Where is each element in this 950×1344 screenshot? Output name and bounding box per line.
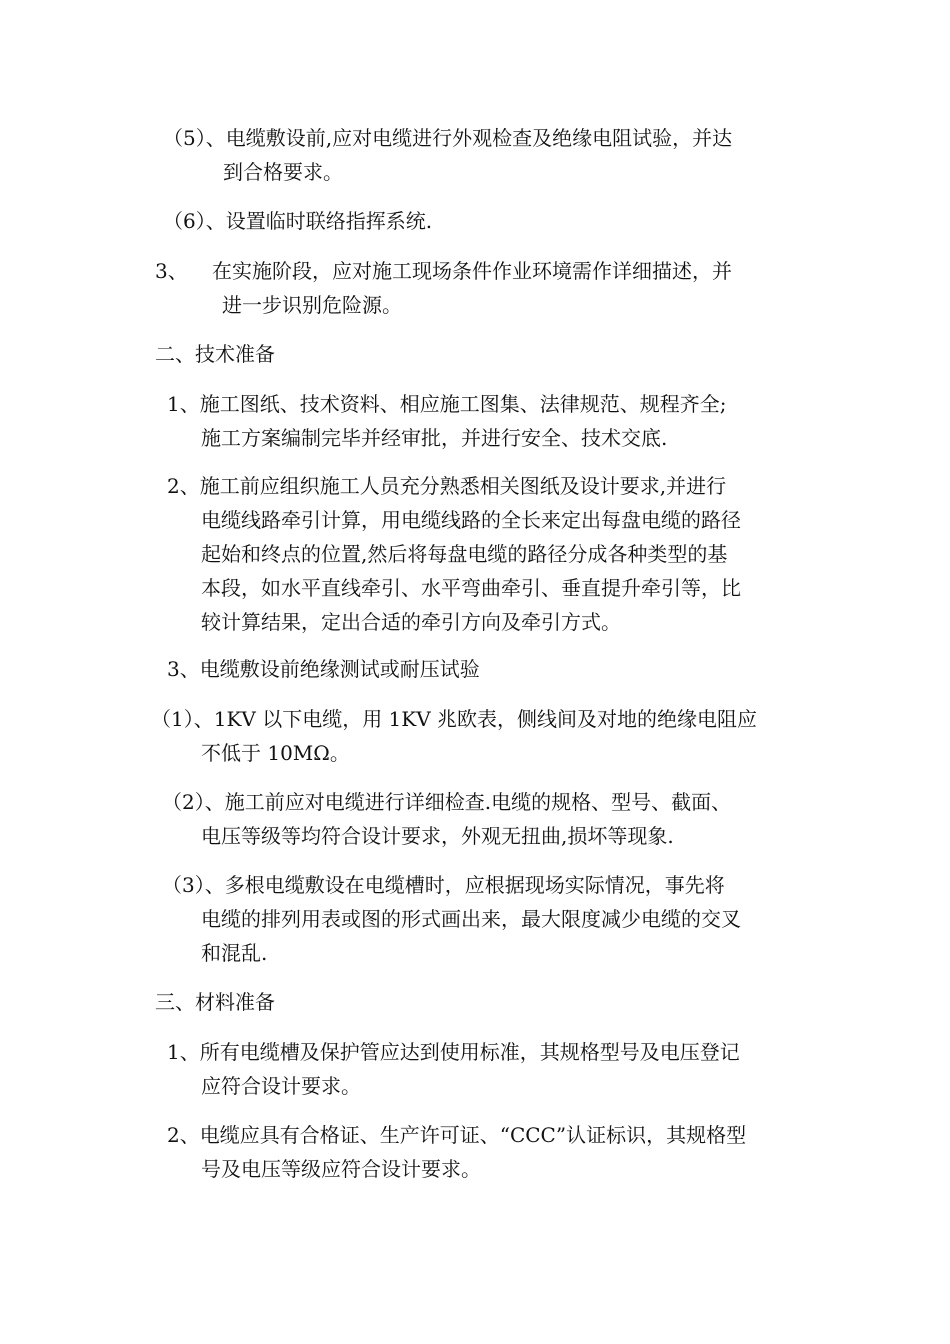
paragraph-sub-1 <box>151 702 757 770</box>
heading-text: 三、材料准备 <box>155 990 275 1014</box>
text-line: （3）、多根电缆敷设在电缆槽时，应根据现场实际情况，事先将 <box>162 873 725 897</box>
text-line: 在实施阶段，应对施工现场条件作业环境需作详细描述，并 <box>212 259 732 283</box>
section-heading-technical <box>155 337 275 371</box>
text-line: 和混乱. <box>201 941 268 965</box>
text-line: 到合格要求。 <box>223 160 343 184</box>
text-line: 本段，如水平直线牵引、水平弯曲牵引、垂直提升牵引等，比 <box>201 576 741 600</box>
paragraph-sub-3 <box>162 868 741 970</box>
text-line: （2）、施工前应对电缆进行详细检查.电缆的规格、型号、截面、 <box>162 790 732 814</box>
text-line: 号及电压等级应符合设计要求。 <box>201 1157 481 1181</box>
text-line: （6）、设置临时联络指挥系统. <box>163 209 433 233</box>
text-line: 施工方案编制完毕并经审批，并进行安全、技术交底. <box>201 426 668 450</box>
paragraph-tech-2 <box>167 469 741 639</box>
text-line: 1、所有电缆槽及保护管应达到使用标准，其规格型号及电压登记 <box>167 1040 740 1064</box>
paragraph-3-implementation <box>212 254 732 322</box>
text-line: 不低于 10MΩ。 <box>201 741 350 765</box>
text-line: 电缆线路牵引计算，用电缆线路的全长来定出每盘电缆的路径 <box>201 508 741 532</box>
paragraph-5 <box>163 121 732 189</box>
text-line: 起始和终点的位置,然后将每盘电缆的路径分成各种类型的基 <box>201 542 728 566</box>
paragraph-6 <box>163 204 432 238</box>
text-line: （5）、电缆敷设前,应对电缆进行外观检查及绝缘电阻试验，并达 <box>163 126 733 150</box>
text-line: （1）、1KV 以下电缆，用 1KV 兆欧表，侧线间及对地的绝缘电阻应 <box>151 707 758 731</box>
text-line: 电缆的排列用表或图的形式画出来，最大限度减少电缆的交叉 <box>201 907 741 931</box>
text-line: 进一步识别危险源。 <box>222 293 402 317</box>
heading-text: 二、技术准备 <box>155 342 275 366</box>
text-line: 应符合设计要求。 <box>201 1074 361 1098</box>
section-heading-materials <box>155 985 275 1019</box>
text-line: 2、电缆应具有合格证、生产许可证、“CCC”认证标识，其规格型 <box>167 1123 747 1147</box>
text-line: 3、电缆敷设前绝缘测试或耐压试验 <box>167 657 480 681</box>
paragraph-tech-3 <box>167 652 480 686</box>
paragraph-sub-2 <box>162 785 731 853</box>
text-line: 1、施工图纸、技术资料、相应施工图集、法律规范、规程齐全; <box>167 392 727 416</box>
paragraph-material-2 <box>167 1118 746 1186</box>
text-line: 较计算结果，定出合适的牵引方向及牵引方式。 <box>201 610 621 634</box>
paragraph-tech-1 <box>167 387 726 455</box>
text-line: 2、施工前应组织施工人员充分熟悉相关图纸及设计要求,并进行 <box>167 474 727 498</box>
paragraph-material-1 <box>167 1035 740 1103</box>
list-marker: 3、 <box>155 259 188 283</box>
text-line: 电压等级等均符合设计要求，外观无扭曲,损坏等现象. <box>201 824 674 848</box>
